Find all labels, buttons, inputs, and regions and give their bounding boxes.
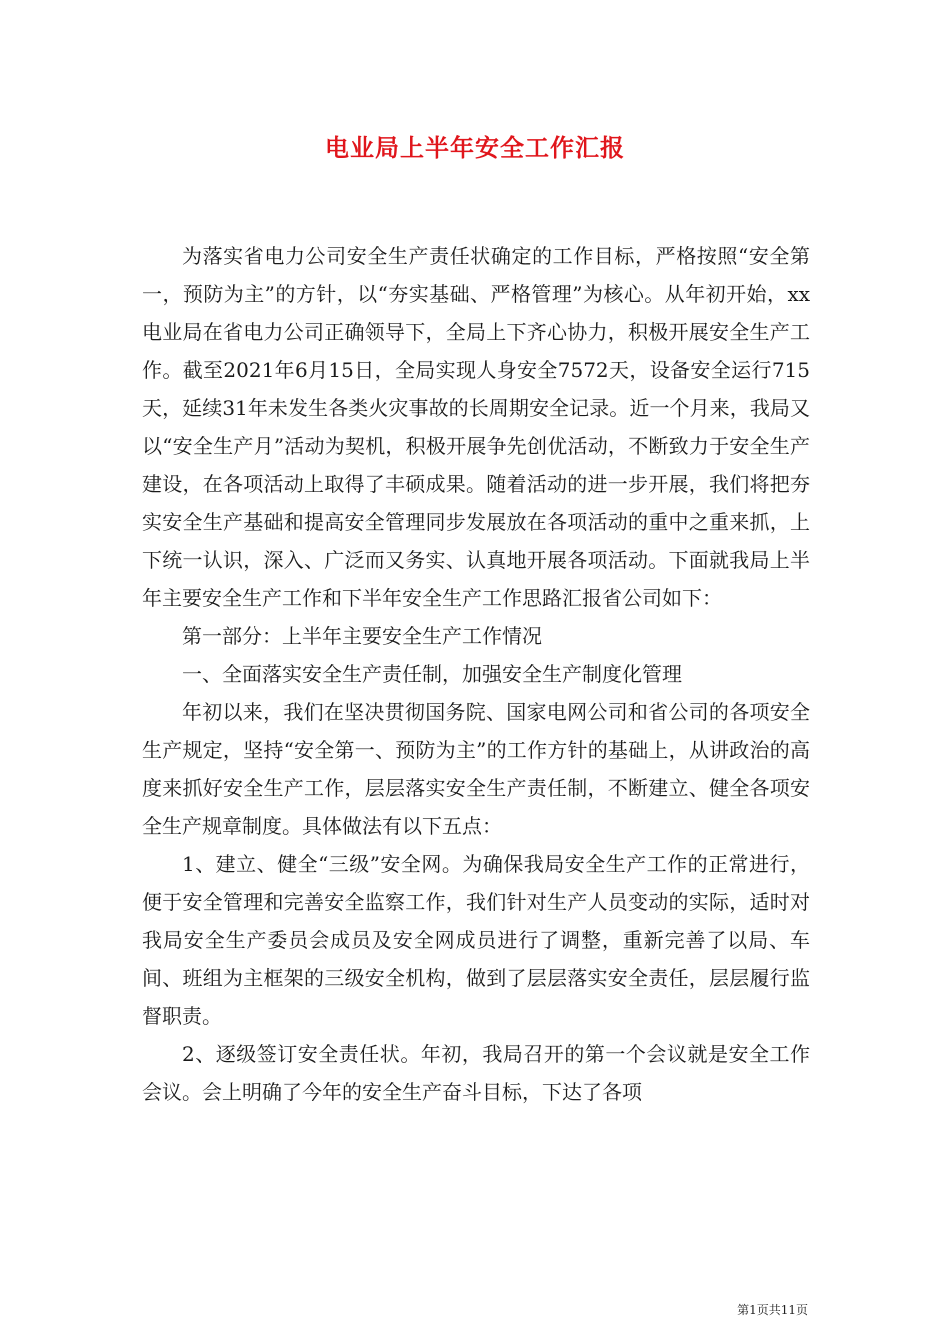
document-body	[142, 237, 810, 1111]
subsection-heading-one: 一、全面落实安全生产责任制，加强安全生产制度化管理	[182, 662, 682, 686]
paragraph-item-2: 2、逐级签订安全责任状。年初，我局召开的第一个会议就是安全工作会议。会上明确了今年的安全生产奋斗目标，下达了各项	[142, 1042, 810, 1104]
section-heading-part-one: 第一部分：上半年主要安全生产工作情况	[182, 624, 542, 648]
paragraph-intro: 为落实省电力公司安全生产责任状确定的工作目标，严格按照“安全第一，预防为主”的方针，以“夯实基础、严格管理”为核心。从年初开始，xx电业局在省电力公司正确领导下，全局上下齐心协力，积极开展安全生产工作。截至2021年6月15日，全局实现人身安全7572天，设备安全运行715天，延续31年未发生各类火灾事故的长周期安全记录。近一个月来，我局又以“安全生产月”活动为契机，积极开展争先创优活动，不断致力于安全生产建设，在各项活动上取得了丰硕成果。随着活动的进一步开展，我们将把夯实安全生产基础和提高安全管理同步发展放在各项活动的重中之重来抓，上下统一认识，深入、广泛而又务实、认真地开展各项活动。下面就我局上半年主要安全生产工作和下半年安全生产工作思路汇报省公司如下：	[142, 244, 810, 610]
page-title: 电业局上半年安全工作汇报	[325, 133, 625, 162]
paragraph-overview: 年初以来，我们在坚决贯彻国务院、国家电网公司和省公司的各项安全生产规定，坚持“安全第一、预防为主”的工作方针的基础上，从讲政治的高度来抓好安全生产工作，层层落实安全生产责任制，不断建立、健全各项安全生产规章制度。具体做法有以下五点：	[142, 700, 810, 838]
page-footer: 第1页共11页	[737, 1303, 808, 1317]
paragraph-item-1: 1、建立、健全“三级”安全网。为确保我局安全生产工作的正常进行，便于安全管理和完善安全监察工作，我们针对生产人员变动的实际，适时对我局安全生产委员会成员及安全网成员进行了调整，重新完善了以局、车间、班组为主框架的三级安全机构，做到了层层落实安全责任，层层履行监督职责。	[142, 852, 810, 1028]
